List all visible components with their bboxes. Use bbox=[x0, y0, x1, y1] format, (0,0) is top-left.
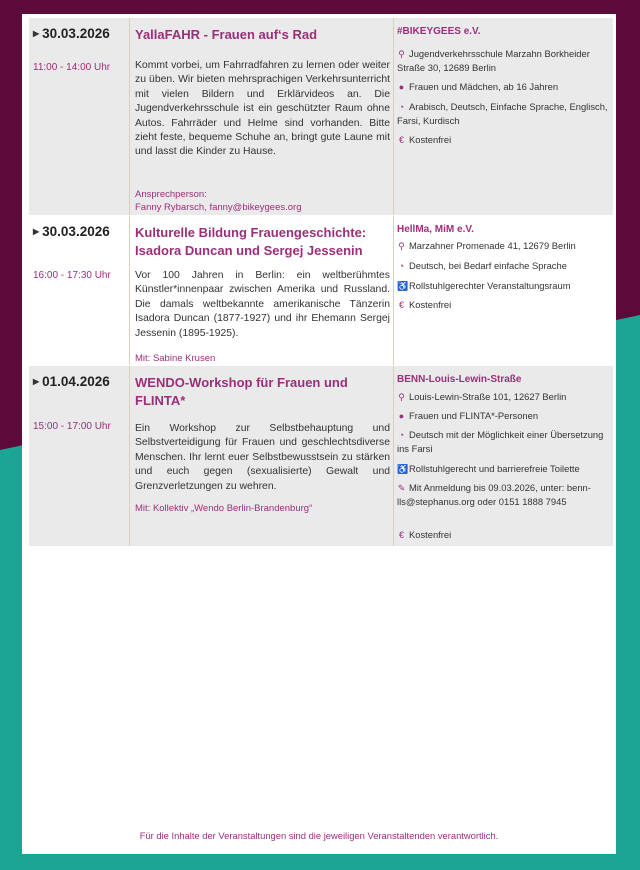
event-description: Ein Workshop zur Selbstbehauptung und Selbstverteidigung für Frauen und geschlechtsdiverse Menschen. Ihr lernt euer Selbstbewusstsein zu stärken und euch gegen (sexualisierte) Gewalt und Grenzverletzungen zu wehren. bbox=[135, 423, 390, 492]
contact-label: Ansprechperson: bbox=[135, 189, 207, 200]
euro-icon: € bbox=[398, 300, 404, 310]
event-title: WENDO-Workshop für Frauen und FLINTA* bbox=[135, 375, 348, 408]
languages-text: Arabisch, Deutsch, Einfache Sprache, Englisch, Farsi, Kurdisch bbox=[397, 101, 608, 126]
contact-value: Fanny Rybarsch, fanny@bikeygees.org bbox=[135, 202, 302, 213]
pencil-icon: ✎ bbox=[397, 483, 406, 493]
cost-text: Kostenfrei bbox=[409, 134, 452, 145]
map-pin-icon: ⚲ bbox=[398, 241, 405, 251]
event-contact bbox=[135, 188, 390, 214]
map-pin-icon: ⚲ bbox=[398, 392, 405, 402]
registration-text: Mit Anmeldung bis 09.03.2026, unter: benn-lls@stephanus.org oder 0151 1888 7945 bbox=[397, 482, 591, 507]
info-column bbox=[394, 216, 613, 365]
event-organizer: HellMa, MiM e.V. bbox=[397, 224, 474, 235]
event-date-text: 01.04.2026 bbox=[42, 374, 110, 389]
audience-text: Frauen und FLINTA*-Personen bbox=[409, 410, 539, 421]
event-time: 16:00 - 17:30 Uhr bbox=[33, 270, 111, 281]
date-column bbox=[29, 216, 130, 365]
event-contact: Mit: Sabine Krusen bbox=[135, 353, 216, 364]
info-column bbox=[394, 18, 613, 215]
euro-icon: € bbox=[398, 135, 404, 145]
event-cost bbox=[397, 133, 611, 147]
event-date bbox=[33, 224, 110, 239]
event-registration bbox=[397, 481, 611, 508]
event-row bbox=[29, 366, 613, 546]
cost-text: Kostenfrei bbox=[409, 529, 452, 540]
event-location bbox=[397, 47, 611, 74]
event-location bbox=[397, 239, 611, 253]
triangle-right-icon: ▶ bbox=[33, 227, 40, 236]
details-column bbox=[130, 366, 394, 546]
cost-text: Kostenfrei bbox=[409, 299, 452, 310]
event-listing-page bbox=[22, 14, 616, 854]
event-description: Vor 100 Jahren in Berlin: ein weltberühmtes Künstler*innenpaar zwischen Amerika und Russland. Die damals weltbekannte amerikanische Tänzerin Isadora Duncan (1877-1927) und ihr Ehemann Sergej Jessenin (1895-1925). bbox=[135, 270, 390, 339]
speech-bubble-icon: ◔ bbox=[398, 261, 405, 271]
location-text: Louis-Lewin-Straße 101, 12627 Berlin bbox=[409, 391, 567, 402]
event-cost bbox=[397, 298, 611, 312]
event-languages bbox=[397, 100, 611, 127]
event-date-text: 30.03.2026 bbox=[42, 224, 110, 239]
event-date-text: 30.03.2026 bbox=[42, 26, 110, 41]
event-contact: Mit: Kollektiv „Wendo Berlin-Brandenburg“ bbox=[135, 503, 313, 514]
event-date bbox=[33, 26, 110, 41]
event-title: YallaFAHR - Frauen auf‘s Rad bbox=[135, 27, 318, 42]
event-languages bbox=[397, 428, 611, 455]
event-date bbox=[33, 374, 110, 389]
wheelchair-icon: ♿ bbox=[397, 281, 409, 291]
person-icon: ● bbox=[398, 411, 405, 421]
event-accessibility bbox=[397, 462, 611, 476]
event-row bbox=[29, 216, 613, 365]
event-audience bbox=[397, 80, 611, 94]
accessibility-text: Rollstuhlgerecht und barrierefreie Toilette bbox=[409, 463, 580, 474]
date-column bbox=[29, 18, 130, 215]
languages-text: Deutsch mit der Möglichkeit einer Übersetzung ins Farsi bbox=[397, 429, 604, 454]
event-row bbox=[29, 18, 613, 215]
event-languages bbox=[397, 259, 611, 273]
event-location bbox=[397, 390, 611, 404]
triangle-right-icon: ▶ bbox=[33, 377, 40, 386]
event-organizer: #BIKEYGEES e.V. bbox=[397, 26, 481, 37]
triangle-right-icon: ▶ bbox=[33, 29, 40, 38]
map-pin-icon: ⚲ bbox=[398, 49, 405, 59]
event-accessibility bbox=[397, 279, 611, 293]
event-time: 15:00 - 17:00 Uhr bbox=[33, 421, 111, 432]
details-column bbox=[130, 18, 394, 215]
info-column bbox=[394, 366, 613, 546]
event-cost bbox=[397, 528, 611, 542]
location-text: Jugendverkehrsschule Marzahn Borkheider Straße 30, 12689 Berlin bbox=[397, 48, 590, 73]
wheelchair-icon: ♿ bbox=[397, 464, 409, 474]
event-title: Kulturelle Bildung Frauengeschichte: Isadora Duncan und Sergej Jessenin bbox=[135, 225, 367, 258]
location-text: Marzahner Promenade 41, 12679 Berlin bbox=[409, 240, 576, 251]
audience-text: Frauen und Mädchen, ab 16 Jahren bbox=[409, 81, 559, 92]
footer-disclaimer: Für die Inhalte der Veranstaltungen sind die jeweiligen Veranstaltenden verantwortlich. bbox=[139, 830, 499, 841]
event-organizer: BENN-Louis-Lewin-Straße bbox=[397, 374, 522, 385]
speech-bubble-icon: ◔ bbox=[398, 102, 405, 112]
languages-text: Deutsch, bei Bedarf einfache Sprache bbox=[409, 260, 567, 271]
person-icon: ● bbox=[398, 82, 405, 92]
date-column bbox=[29, 366, 130, 546]
event-description: Kommt vorbei, um Fahrradfahren zu lernen oder weiter zu üben. Wir bieten mehrsprachigen Verkehrsunterricht mit vielen Bildern und Erklärvideos an. Die Jugendverkehrsschule ist ein geschützter Raum ohne Autos. Fahrräder und Helme sind vorhanden. Bitte zieht feste, bequeme Schuhe an, bringt gute Laune mit und lasst die Kinder zu Hause. bbox=[135, 60, 390, 158]
accessibility-text: Rollstuhlgerechter Veranstaltungsraum bbox=[409, 280, 571, 291]
details-column bbox=[130, 216, 394, 365]
speech-bubble-icon: ◔ bbox=[398, 430, 405, 440]
event-time: 11:00 - 14:00 Uhr bbox=[33, 62, 111, 73]
event-audience bbox=[397, 409, 611, 423]
euro-icon: € bbox=[398, 530, 404, 540]
